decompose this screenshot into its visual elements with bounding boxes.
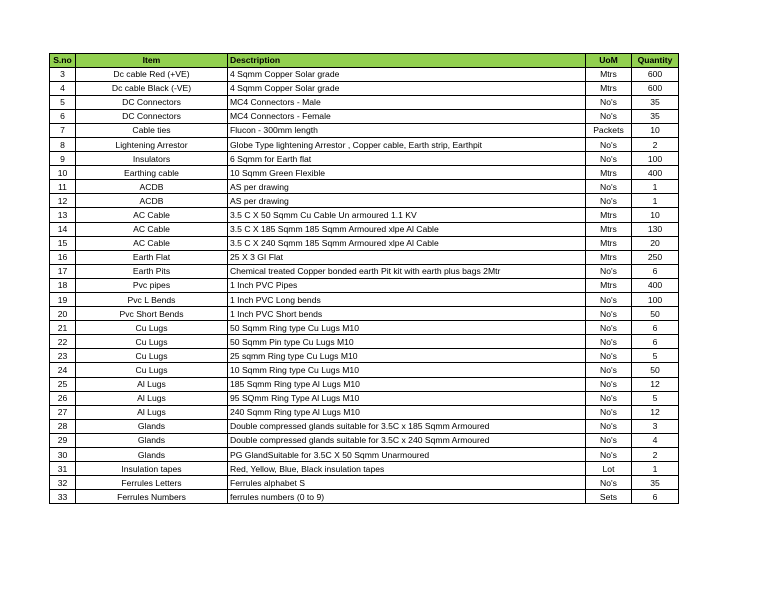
- cell-uom: No's: [586, 194, 632, 208]
- cell-uom: Mtrs: [586, 67, 632, 81]
- table-row: [50, 490, 679, 504]
- cell-sno: 25: [50, 377, 76, 391]
- table-row: [50, 335, 679, 349]
- cell-sno: 27: [50, 405, 76, 419]
- cell-quantity: 1: [632, 194, 679, 208]
- cell-quantity: 100: [632, 293, 679, 307]
- cell-item: Ferrules Numbers: [76, 490, 228, 504]
- cell-uom: No's: [586, 363, 632, 377]
- cell-quantity: 12: [632, 377, 679, 391]
- cell-sno: 30: [50, 448, 76, 462]
- cell-description: 25 sqmm Ring type Cu Lugs M10: [228, 349, 586, 363]
- cell-sno: 23: [50, 349, 76, 363]
- cell-description: 25 X 3 GI Flat: [228, 250, 586, 264]
- cell-description: 3.5 C X 240 Sqmm 185 Sqmm Armoured xlpe Al Cable: [228, 236, 586, 250]
- cell-uom: Packets: [586, 123, 632, 137]
- table-row: [50, 123, 679, 137]
- cell-quantity: 1: [632, 462, 679, 476]
- cell-uom: Mtrs: [586, 222, 632, 236]
- cell-description: 1 Inch PVC Pipes: [228, 278, 586, 292]
- cell-description: 10 Sqmm Green Flexible: [228, 166, 586, 180]
- table-row: [50, 391, 679, 405]
- cell-quantity: 5: [632, 349, 679, 363]
- cell-sno: 4: [50, 81, 76, 95]
- cell-description: ferrules numbers (0 to 9): [228, 490, 586, 504]
- cell-item: Dc cable Black (-VE): [76, 81, 228, 95]
- cell-sno: 20: [50, 307, 76, 321]
- cell-item: Lightening Arrestor: [76, 137, 228, 151]
- cell-uom: No's: [586, 109, 632, 123]
- cell-item: Al Lugs: [76, 377, 228, 391]
- cell-description: Globe Type lightening Arrestor , Copper cable, Earth strip, Earthpit: [228, 137, 586, 151]
- cell-quantity: 35: [632, 95, 679, 109]
- cell-item: Glands: [76, 448, 228, 462]
- cell-quantity: 100: [632, 152, 679, 166]
- cell-sno: 16: [50, 250, 76, 264]
- cell-item: Al Lugs: [76, 391, 228, 405]
- cell-item: DC Connectors: [76, 95, 228, 109]
- cell-uom: No's: [586, 419, 632, 433]
- cell-description: 3.5 C X 185 Sqmm 185 Sqmm Armoured xlpe Al Cable: [228, 222, 586, 236]
- table-row: [50, 180, 679, 194]
- cell-sno: 9: [50, 152, 76, 166]
- cell-uom: Lot: [586, 462, 632, 476]
- cell-item: Earth Pits: [76, 264, 228, 278]
- cell-item: Insulation tapes: [76, 462, 228, 476]
- table-row: [50, 264, 679, 278]
- table-body: [50, 67, 679, 504]
- cell-sno: 24: [50, 363, 76, 377]
- cell-description: AS per drawing: [228, 180, 586, 194]
- cell-quantity: 12: [632, 405, 679, 419]
- cell-item: ACDB: [76, 180, 228, 194]
- cell-uom: No's: [586, 349, 632, 363]
- cell-quantity: 6: [632, 490, 679, 504]
- cell-item: Cu Lugs: [76, 335, 228, 349]
- cell-description: 4 Sqmm Copper Solar grade: [228, 67, 586, 81]
- cell-description: Double compressed glands suitable for 3.5C x 240 Sqmm Armoured: [228, 433, 586, 447]
- table-row: [50, 462, 679, 476]
- cell-item: Al Lugs: [76, 405, 228, 419]
- table-row: [50, 321, 679, 335]
- cell-quantity: 250: [632, 250, 679, 264]
- cell-quantity: 50: [632, 363, 679, 377]
- cell-uom: No's: [586, 293, 632, 307]
- cell-quantity: 2: [632, 448, 679, 462]
- table-row: [50, 250, 679, 264]
- cell-sno: 12: [50, 194, 76, 208]
- table-row: [50, 293, 679, 307]
- cell-quantity: 35: [632, 476, 679, 490]
- cell-quantity: 400: [632, 166, 679, 180]
- cell-sno: 7: [50, 123, 76, 137]
- table-row: [50, 405, 679, 419]
- cell-sno: 8: [50, 137, 76, 151]
- cell-uom: No's: [586, 448, 632, 462]
- cell-item: DC Connectors: [76, 109, 228, 123]
- table-row: [50, 363, 679, 377]
- cell-description: Red, Yellow, Blue, Black insulation tapes: [228, 462, 586, 476]
- cell-description: 4 Sqmm Copper Solar grade: [228, 81, 586, 95]
- cell-description: MC4 Connectors - Male: [228, 95, 586, 109]
- cell-item: Earth Flat: [76, 250, 228, 264]
- cell-uom: No's: [586, 264, 632, 278]
- cell-item: Cu Lugs: [76, 349, 228, 363]
- cell-item: AC Cable: [76, 222, 228, 236]
- cell-description: 185 Sqmm Ring type Al Lugs M10: [228, 377, 586, 391]
- cell-description: AS per drawing: [228, 194, 586, 208]
- header-sno: S.no: [50, 54, 76, 68]
- cell-item: ACDB: [76, 194, 228, 208]
- table-row: [50, 307, 679, 321]
- table-row: [50, 476, 679, 490]
- cell-sno: 15: [50, 236, 76, 250]
- cell-description: 3.5 C X 50 Sqmm Cu Cable Un armoured 1.1 KV: [228, 208, 586, 222]
- cell-uom: Mtrs: [586, 250, 632, 264]
- cell-sno: 11: [50, 180, 76, 194]
- table-row: [50, 81, 679, 95]
- cell-description: 50 Sqmm Ring type Cu Lugs M10: [228, 321, 586, 335]
- table-row: [50, 152, 679, 166]
- cell-description: 6 Sqmm for Earth flat: [228, 152, 586, 166]
- cell-quantity: 1: [632, 180, 679, 194]
- cell-uom: Mtrs: [586, 236, 632, 250]
- cell-uom: No's: [586, 377, 632, 391]
- cell-quantity: 35: [632, 109, 679, 123]
- cell-uom: No's: [586, 391, 632, 405]
- cell-uom: Mtrs: [586, 166, 632, 180]
- cell-description: 50 Sqmm Pin type Cu Lugs M10: [228, 335, 586, 349]
- cell-item: Pvc Short Bends: [76, 307, 228, 321]
- cell-sno: 14: [50, 222, 76, 236]
- header-row: [50, 54, 679, 68]
- table-row: [50, 433, 679, 447]
- cell-quantity: 400: [632, 278, 679, 292]
- cell-uom: No's: [586, 433, 632, 447]
- cell-quantity: 10: [632, 123, 679, 137]
- table-row: [50, 236, 679, 250]
- table-row: [50, 166, 679, 180]
- table-header: [50, 54, 679, 68]
- cell-uom: No's: [586, 307, 632, 321]
- cell-uom: Mtrs: [586, 278, 632, 292]
- table-row: [50, 194, 679, 208]
- cell-quantity: 130: [632, 222, 679, 236]
- cell-sno: 17: [50, 264, 76, 278]
- table-row: [50, 109, 679, 123]
- cell-description: 1 Inch PVC Short bends: [228, 307, 586, 321]
- cell-uom: No's: [586, 335, 632, 349]
- cell-sno: 22: [50, 335, 76, 349]
- cell-item: Cu Lugs: [76, 321, 228, 335]
- cell-sno: 10: [50, 166, 76, 180]
- cell-item: Cu Lugs: [76, 363, 228, 377]
- cell-sno: 31: [50, 462, 76, 476]
- cell-description: 240 Sqmm Ring type Al Lugs M10: [228, 405, 586, 419]
- cell-quantity: 6: [632, 335, 679, 349]
- cell-quantity: 600: [632, 81, 679, 95]
- cell-item: Cable ties: [76, 123, 228, 137]
- cell-item: AC Cable: [76, 236, 228, 250]
- cell-quantity: 2: [632, 137, 679, 151]
- table-row: [50, 419, 679, 433]
- cell-sno: 5: [50, 95, 76, 109]
- cell-uom: Sets: [586, 490, 632, 504]
- cell-description: Ferrules alphabet S: [228, 476, 586, 490]
- cell-description: 95 SQmm Ring Type Al Lugs M10: [228, 391, 586, 405]
- cell-uom: No's: [586, 152, 632, 166]
- cell-uom: No's: [586, 95, 632, 109]
- table-row: [50, 377, 679, 391]
- cell-quantity: 20: [632, 236, 679, 250]
- cell-sno: 33: [50, 490, 76, 504]
- cell-description: Double compressed glands suitable for 3.5C x 185 Sqmm Armoured: [228, 419, 586, 433]
- cell-quantity: 600: [632, 67, 679, 81]
- cell-uom: No's: [586, 137, 632, 151]
- cell-item: Glands: [76, 433, 228, 447]
- cell-uom: No's: [586, 405, 632, 419]
- cell-item: AC Cable: [76, 208, 228, 222]
- cell-sno: 3: [50, 67, 76, 81]
- cell-uom: Mtrs: [586, 208, 632, 222]
- cell-item: Earthing cable: [76, 166, 228, 180]
- cell-sno: 18: [50, 278, 76, 292]
- cell-item: Dc cable Red (+VE): [76, 67, 228, 81]
- cell-item: Pvc L Bends: [76, 293, 228, 307]
- cell-quantity: 10: [632, 208, 679, 222]
- table-row: [50, 278, 679, 292]
- cell-sno: 28: [50, 419, 76, 433]
- cell-quantity: 4: [632, 433, 679, 447]
- cell-quantity: 6: [632, 321, 679, 335]
- cell-description: Chemical treated Copper bonded earth Pit kit with earth plus bags 2Mtr: [228, 264, 586, 278]
- table-row: [50, 67, 679, 81]
- cell-item: Pvc pipes: [76, 278, 228, 292]
- cell-description: 10 Sqmm Ring type Cu Lugs M10: [228, 363, 586, 377]
- cell-sno: 32: [50, 476, 76, 490]
- cell-quantity: 6: [632, 264, 679, 278]
- cell-sno: 29: [50, 433, 76, 447]
- header-uom: UoM: [586, 54, 632, 68]
- cell-sno: 13: [50, 208, 76, 222]
- cell-sno: 19: [50, 293, 76, 307]
- cell-description: Flucon - 300mm length: [228, 123, 586, 137]
- cell-item: Insulators: [76, 152, 228, 166]
- table-row: [50, 137, 679, 151]
- cell-description: PG GlandSuitable for 3.5C X 50 Sqmm Unarmoured: [228, 448, 586, 462]
- table-row: [50, 222, 679, 236]
- cell-uom: No's: [586, 476, 632, 490]
- header-quantity: Quantity: [632, 54, 679, 68]
- cell-quantity: 5: [632, 391, 679, 405]
- cell-uom: No's: [586, 180, 632, 194]
- cell-sno: 21: [50, 321, 76, 335]
- table-row: [50, 349, 679, 363]
- cell-quantity: 50: [632, 307, 679, 321]
- cell-item: Ferrules Letters: [76, 476, 228, 490]
- table-row: [50, 95, 679, 109]
- table-row: [50, 208, 679, 222]
- cell-uom: No's: [586, 321, 632, 335]
- cell-description: MC4 Connectors - Female: [228, 109, 586, 123]
- cell-uom: Mtrs: [586, 81, 632, 95]
- table-row: [50, 448, 679, 462]
- header-item: Item: [76, 54, 228, 68]
- cell-sno: 26: [50, 391, 76, 405]
- cell-item: Glands: [76, 419, 228, 433]
- cell-description: 1 Inch PVC Long bends: [228, 293, 586, 307]
- materials-table: [49, 53, 679, 504]
- cell-sno: 6: [50, 109, 76, 123]
- header-description: Desctription: [228, 54, 586, 68]
- cell-quantity: 3: [632, 419, 679, 433]
